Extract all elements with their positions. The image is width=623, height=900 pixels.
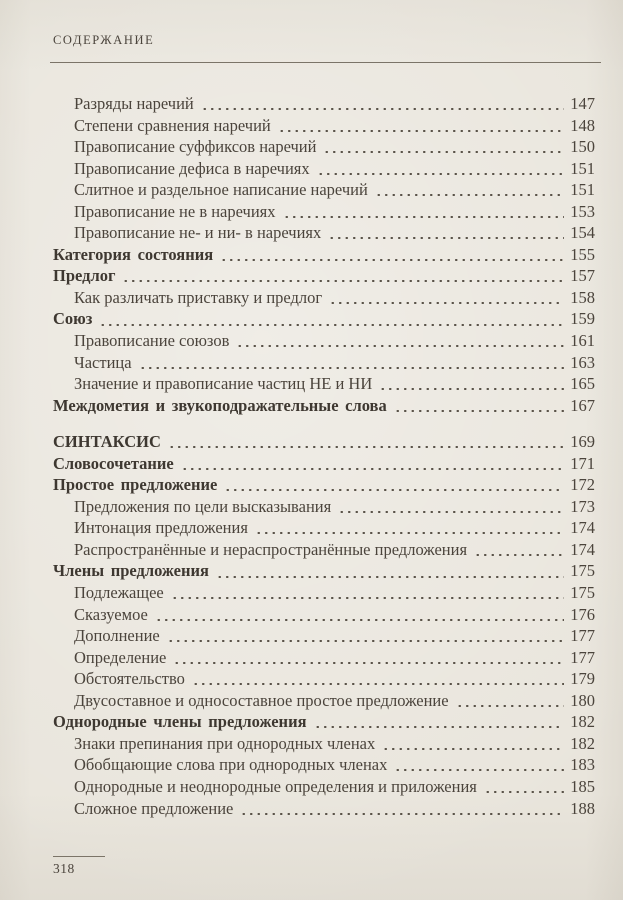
- toc-entry-label: Обобщающие слова при однородных членах: [74, 755, 388, 775]
- toc-entry-page: 182: [570, 733, 595, 753]
- toc-entry-page: 167: [570, 395, 595, 415]
- toc-entry-label: Однородные и неоднородные определения и приложения: [74, 776, 477, 796]
- toc-entry: [53, 647, 595, 669]
- toc-entry-page: 148: [570, 115, 595, 135]
- toc-list: [53, 93, 595, 819]
- toc-entry: [53, 308, 595, 330]
- toc-entry-label: Слитное и раздельное написание наречий: [74, 180, 368, 200]
- toc-entry-label: Предложения по цели высказывания: [74, 496, 332, 516]
- toc-entry-page: 169: [570, 432, 595, 452]
- dot-leader: [484, 791, 564, 793]
- toc-entry-label: Члены предложения: [53, 561, 209, 581]
- toc-entry: [53, 453, 595, 475]
- dot-leader: [329, 302, 564, 304]
- dot-leader: [168, 446, 564, 448]
- toc-entry: [53, 158, 595, 180]
- toc-entry-label: Степени сравнения наречий: [74, 115, 271, 135]
- toc-entry-page: 177: [570, 647, 595, 667]
- toc-entry-page: 175: [570, 583, 595, 603]
- toc-entry: [53, 625, 595, 647]
- toc-entry: [53, 222, 595, 244]
- toc-entry: [53, 474, 595, 496]
- toc-entry: [53, 431, 595, 453]
- toc-entry: [53, 395, 595, 417]
- toc-entry: [53, 582, 595, 604]
- dot-leader: [394, 769, 564, 771]
- toc-entry-page: 179: [570, 669, 595, 689]
- toc-entry-label: Междометия и звукоподражательные слова: [53, 395, 387, 415]
- toc-entry: [53, 201, 595, 223]
- toc-entry-page: 183: [570, 755, 595, 775]
- toc-entry: [53, 352, 595, 374]
- toc-entry-page: 155: [570, 244, 595, 264]
- toc-entry: [53, 496, 595, 518]
- toc-entry-page: 154: [570, 223, 595, 243]
- toc-entry-label: Значение и правописание частиц НЕ и НИ: [74, 374, 373, 394]
- toc-entry-page: 172: [570, 475, 595, 495]
- dot-leader: [314, 726, 565, 728]
- toc-entry-page: 165: [570, 374, 595, 394]
- toc-entry: [53, 690, 595, 712]
- toc-entry-label: Категория состояния: [53, 244, 214, 264]
- page-header-title: СОДЕРЖАНИЕ: [53, 33, 155, 47]
- toc-entry: [53, 668, 595, 690]
- toc-entry-label: Сказуемое: [74, 604, 148, 624]
- toc-entry: [53, 287, 595, 309]
- toc-entry-label: Предлог: [53, 266, 116, 286]
- toc-entry-page: 153: [570, 201, 595, 221]
- toc-entry-page: 188: [570, 798, 595, 818]
- toc-entry: [53, 265, 595, 287]
- toc-entry-label: Правописание союзов: [74, 331, 230, 351]
- toc-entry: [53, 93, 595, 115]
- toc-entry-label: Обстоятельство: [74, 669, 185, 689]
- toc-entry-label: Правописание не в наречиях: [74, 201, 276, 221]
- toc-entry-page: 151: [570, 158, 595, 178]
- dot-leader: [122, 280, 564, 282]
- toc-entry: [53, 711, 595, 733]
- toc-entry: [53, 115, 595, 137]
- footer-rule: [53, 856, 105, 857]
- toc-entry-page: 177: [570, 626, 595, 646]
- dot-leader: [236, 345, 564, 347]
- toc-entry: [53, 179, 595, 201]
- toc-entry-label: Знаки препинания при однородных членах: [74, 733, 376, 753]
- toc-entry: [53, 604, 595, 626]
- toc-entry-label: Двусоставное и односоставное простое предложение: [74, 690, 449, 710]
- toc-entry: [53, 136, 595, 158]
- dot-leader: [99, 324, 564, 326]
- toc-entry-label: СИНТАКСИС: [53, 432, 161, 452]
- toc-entry-label: Частица: [74, 352, 132, 372]
- toc-entry: [53, 798, 595, 820]
- toc-entry: [53, 776, 595, 798]
- toc-entry-label: Правописание дефиса в наречиях: [74, 158, 310, 178]
- dot-leader: [328, 237, 564, 239]
- dot-leader: [283, 216, 565, 218]
- toc-entry-page: 176: [570, 604, 595, 624]
- dot-leader: [155, 619, 564, 621]
- dot-leader: [379, 388, 564, 390]
- toc-entry: [53, 330, 595, 352]
- dot-leader: [173, 662, 564, 664]
- toc-entry-label: Дополнение: [74, 626, 160, 646]
- toc-entry-label: Правописание суффиксов наречий: [74, 137, 317, 157]
- dot-leader: [171, 597, 565, 599]
- toc-entry-label: Как различать приставку и предлог: [74, 287, 323, 307]
- toc-entry-page: 182: [570, 712, 595, 732]
- toc-entry-label: Правописание не- и ни- в наречиях: [74, 223, 322, 243]
- dot-leader: [255, 532, 564, 534]
- toc-entry-page: 158: [570, 287, 595, 307]
- dot-leader: [240, 813, 564, 815]
- dot-leader: [338, 511, 564, 513]
- dot-leader: [201, 108, 565, 110]
- toc-entry-page: 175: [570, 561, 595, 581]
- dot-leader: [278, 130, 564, 132]
- toc-entry-page: 171: [570, 453, 595, 473]
- toc-entry-page: 150: [570, 137, 595, 157]
- toc-entry-label: Союз: [53, 309, 93, 329]
- toc-entry: [53, 733, 595, 755]
- dot-leader: [181, 468, 565, 470]
- toc-entry-page: 173: [570, 496, 595, 516]
- toc-entry-label: Разряды наречий: [74, 94, 194, 113]
- toc-entry-page: 163: [570, 352, 595, 372]
- dot-leader: [394, 410, 565, 412]
- toc-entry-label: Однородные члены предложения: [53, 712, 307, 732]
- folio-page-number: 318: [53, 861, 75, 876]
- dot-leader: [375, 194, 564, 196]
- toc-entry: [53, 539, 595, 561]
- toc-entry-page: 161: [570, 331, 595, 351]
- dot-leader: [167, 640, 565, 642]
- toc-entry-page: 174: [570, 539, 595, 559]
- toc-entry-page: 185: [570, 776, 595, 796]
- toc-entry-page: 174: [570, 518, 595, 538]
- dot-leader: [220, 259, 564, 261]
- toc-entry-label: Сложное предложение: [74, 798, 234, 818]
- toc-entry-label: Простое предложение: [53, 475, 218, 495]
- dot-leader: [382, 748, 564, 750]
- dot-leader: [139, 367, 565, 369]
- toc-entry-page: 147: [570, 94, 595, 113]
- toc-entry-label: Определение: [74, 647, 167, 667]
- toc-entry: [53, 560, 595, 582]
- dot-leader: [456, 705, 565, 707]
- toc-entry-page: 159: [570, 309, 595, 329]
- toc-entry-label: Подлежащее: [74, 583, 164, 603]
- toc-entry-page: 157: [570, 266, 595, 286]
- dot-leader: [216, 576, 564, 578]
- dot-leader: [317, 173, 565, 175]
- toc-entry-page: 151: [570, 180, 595, 200]
- toc-entry-label: Словосочетание: [53, 453, 174, 473]
- header-rule: [50, 62, 601, 63]
- dot-leader: [224, 489, 564, 491]
- toc-entry: [53, 244, 595, 266]
- toc-entry-label: Распространённые и нераспространённые предложения: [74, 539, 468, 559]
- page-footer: [53, 856, 105, 877]
- dot-leader: [323, 151, 564, 153]
- toc-entry: [53, 754, 595, 776]
- toc-entry: [53, 517, 595, 539]
- dot-leader: [192, 683, 564, 685]
- dot-leader: [474, 554, 564, 556]
- toc-entry-page: 180: [570, 690, 595, 710]
- toc-entry-label: Интонация предложения: [74, 518, 248, 538]
- toc-entry: [53, 373, 595, 395]
